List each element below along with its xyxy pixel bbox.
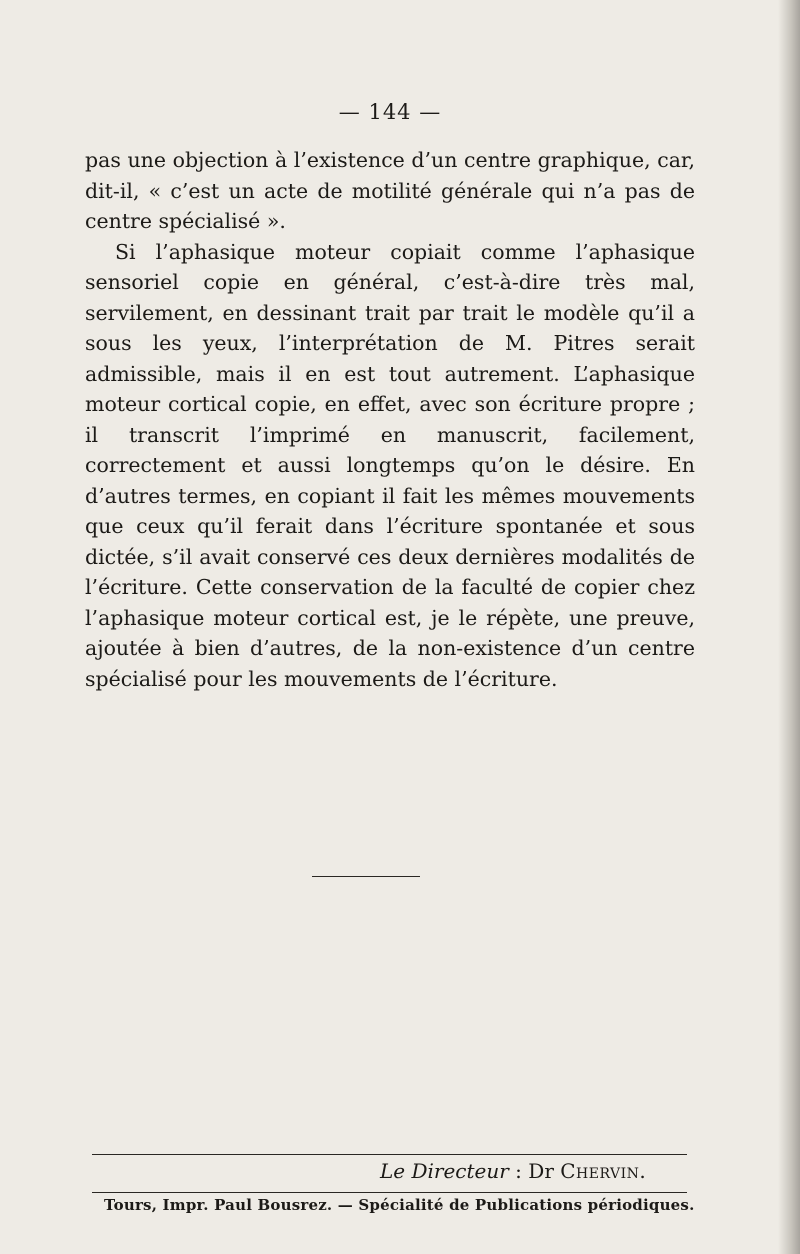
page-number: — 144 — [338, 100, 442, 124]
footer-rule-bottom [92, 1192, 687, 1193]
director-name: Chervin. [560, 1159, 647, 1183]
paragraph-1: pas une objection à l’existence d’un centre graphique, car, dit-il, « c’est un acte de motilité générale qui n’a pas de centre spécialisé ». [85, 148, 695, 233]
director-title: Dr [528, 1159, 554, 1183]
footer-rule-top [92, 1154, 687, 1155]
paragraph-2: Si l’aphasique moteur copiait comme l’aphasique sensoriel copie en général, c’est-à-dire très mal, servilement, en dessinant trait par trait le modèle qu’il a sous les yeux, l’interprétation de M. Pitres serait admissible, mais il en est tout autrement. L’aphasique moteur cortical copie, en effet, avec son écriture propre ; il transcrit l’imprimé en manuscrit, facilement, correctement et aussi longtemps qu’on le désire. En d’autres termes, en copiant il fait les mêmes mouvements que ceux qu’il ferait dans l’écriture spontanée et sous dictée, s’il avait conservé ces deux dernières modalités de l’écriture. Cette conservation de la faculté de copier chez l’aphasique moteur cortical est, je le répète, une preuve, ajoutée à bien d’autres, de la non-existence d’un centre spécialisé pour les mouvements de l’écriture. [85, 239, 695, 691]
page-edge-shadow [778, 0, 800, 1254]
director-signature-line [380, 1159, 646, 1183]
body-text [85, 145, 695, 694]
section-separator [312, 876, 420, 877]
director-label: Le Directeur [380, 1159, 509, 1183]
director-colon: : [508, 1159, 529, 1183]
printer-imprint: Tours, Impr. Paul Bousrez. — Spécialité de Publications périodiques. [104, 1196, 695, 1214]
